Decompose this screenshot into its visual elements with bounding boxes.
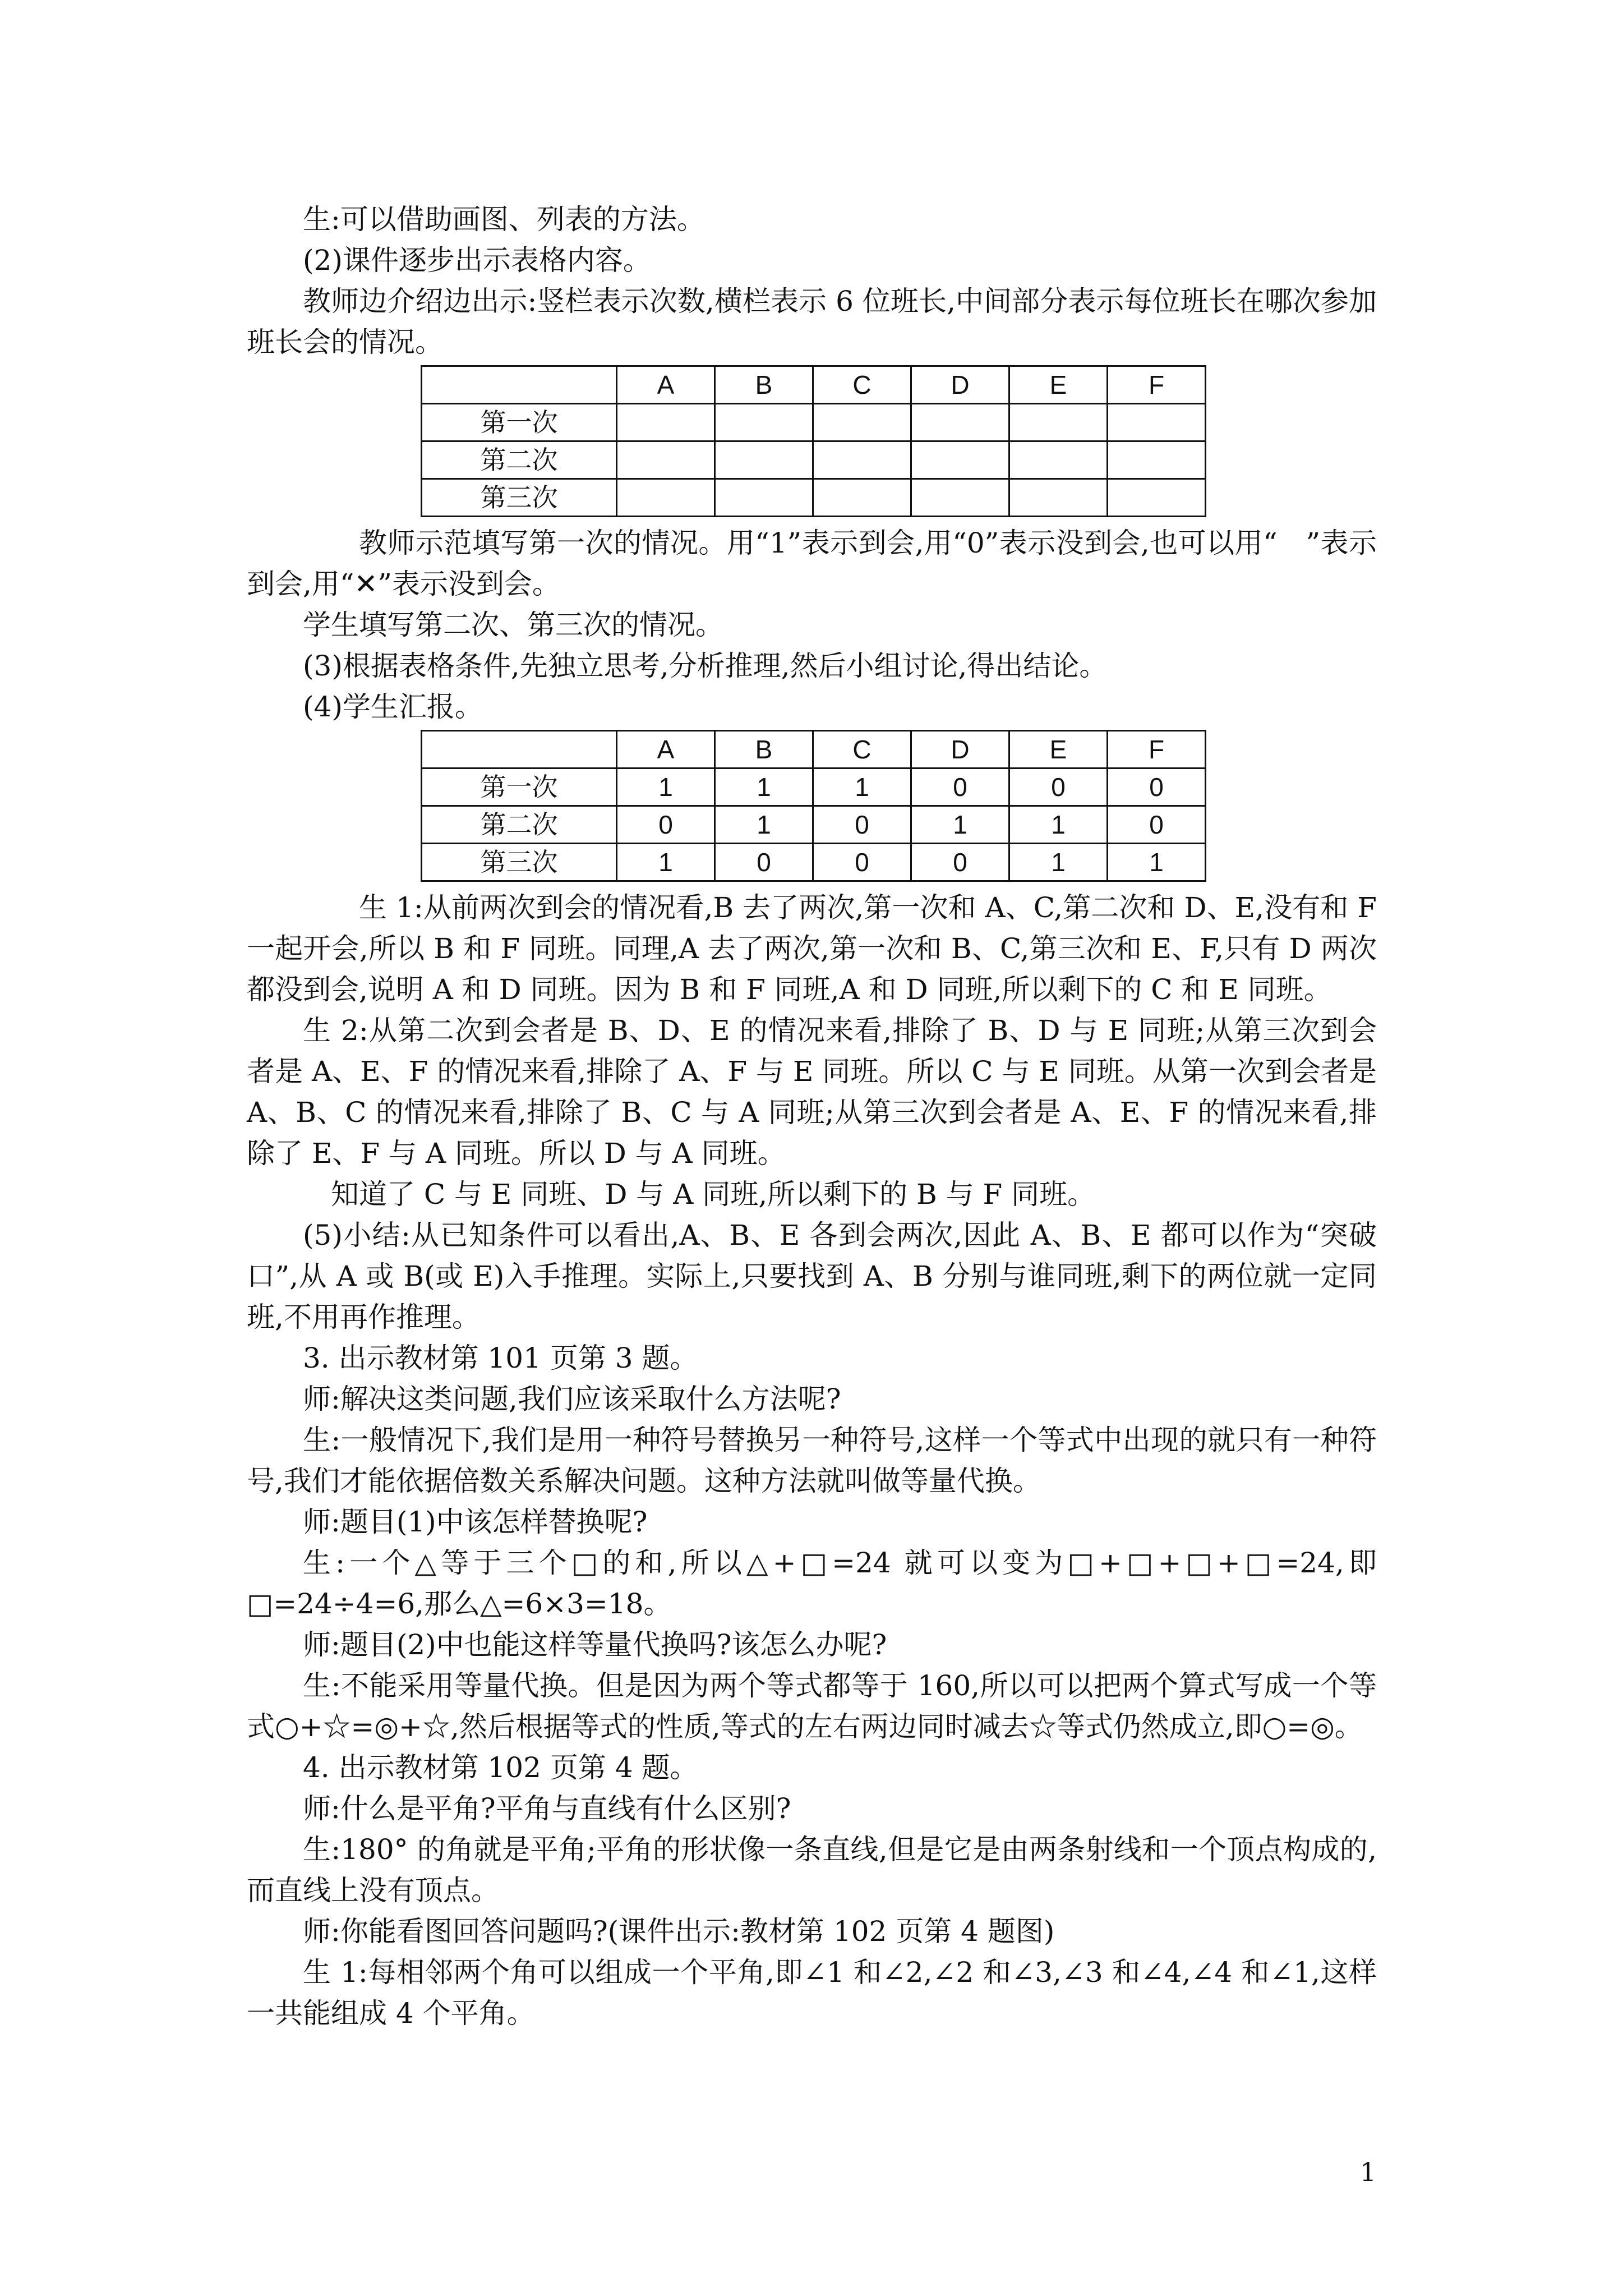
paragraph: 生:一般情况下,我们是用一种符号替换另一种符号,这样一个等式中出现的就只有一种符号,我们才能依据倍数关系解决问题。这种方法就叫做等量代换。 (247, 1424, 1377, 1497)
table-cell: 1 (617, 844, 715, 881)
table-cell: 第一次 (422, 769, 617, 806)
table-row (422, 479, 1206, 517)
table-cell: F (1108, 366, 1206, 404)
table-cell: 0 (1108, 769, 1206, 806)
table-cell (1009, 441, 1108, 479)
table-cell (813, 404, 911, 441)
paragraph: 师:题目(1)中该怎样替换呢? (303, 1506, 648, 1538)
table-cell: 1 (1009, 844, 1108, 881)
table-cell (617, 479, 715, 517)
table-cell: 0 (911, 844, 1009, 881)
paragraph: 生 2:从第二次到会者是 B、D、E 的情况来看,排除了 B、D 与 E 同班;从第三次到会者是 A、E、F 的情况来看,排除了 A、F 与 E 同班。所以 C 与 E 同班。从第一次到会者是 A、B、C 的情况来看,排除了 B、C 与 A 同班;从第三次到会者是 A、E、F 的情况来看,排除了 E、F 与 A 同班。所以 D 与 A 同班。 (247, 1014, 1377, 1170)
paragraph: 师:题目(2)中也能这样等量代换吗?该怎么办呢? (303, 1628, 887, 1661)
table-cell (422, 731, 617, 769)
document-body (247, 199, 1377, 2034)
paragraph: 生:可以借助画图、列表的方法。 (303, 203, 705, 236)
table-cell: B (715, 366, 813, 404)
paragraph: 生:一个△等于三个□的和,所以△+□=24 就可以变为□+□+□+□=24,即□=24÷4=6,那么△=6×3=18。 (247, 1547, 1377, 1620)
paragraph: 学生填写第二次、第三次的情况。 (303, 609, 723, 641)
page-number: 1 (1359, 2157, 1376, 2187)
paragraph: 生 1:从前两次到会的情况看,B 去了两次,第一次和 A、C,第二次和 D、E,没有和 F 一起开会,所以 B 和 F 同班。同理,A 去了两次,第一次和 B、C,第三次和 E、F,只有 D 两次都没到会,说明 A 和 D 同班。因为 B 和 F 同班,A 和 D 同班,所以剩下的 C 和 E 同班。 (247, 891, 1377, 1006)
table-cell: B (715, 731, 813, 769)
paragraph: 师:解决这类问题,我们应该采取什么方法呢? (303, 1383, 841, 1415)
table-cell: 0 (715, 844, 813, 881)
paragraph: 教师示范填写第一次的情况。用“1”表示到会,用“0”表示没到会,也可以用“ ”表示到会,用“✕”表示没到会。 (247, 527, 1377, 600)
table-cell (1108, 404, 1206, 441)
table-cell: 第三次 (422, 844, 617, 881)
paragraph: 生:180° 的角就是平角;平角的形状像一条直线,但是它是由两条射线和一个顶点构成的,而直线上没有顶点。 (247, 1833, 1377, 1907)
table-cell: 0 (1009, 769, 1108, 806)
paragraph: 生:不能采用等量代换。但是因为两个等式都等于 160,所以可以把两个算式写成一个等式○+☆=◎+☆,然后根据等式的性质,等式的左右两边同时减去☆等式仍然成立,即○=◎。 (247, 1669, 1377, 1743)
paragraph: 知道了 C 与 E 同班、D 与 A 同班,所以剩下的 B 与 F 同班。 (331, 1178, 1096, 1211)
table-cell: 1 (1108, 844, 1206, 881)
table-cell (911, 479, 1009, 517)
table-cell (813, 441, 911, 479)
table-cell (813, 479, 911, 517)
paragraph: 师:什么是平角?平角与直线有什么区别? (303, 1792, 791, 1825)
table-cell (1108, 441, 1206, 479)
table-header-row (422, 731, 1206, 769)
table-cell: 1 (617, 769, 715, 806)
table-cell (617, 441, 715, 479)
table-row (422, 844, 1206, 881)
paragraph: 4. 出示教材第 102 页第 4 题。 (303, 1751, 698, 1784)
table-cell: 第二次 (422, 806, 617, 844)
table-cell (715, 441, 813, 479)
paragraph: 生 1:每相邻两个角可以组成一个平角,即∠1 和∠2,∠2 和∠3,∠3 和∠4,∠4 和∠1,这样一共能组成 4 个平角。 (247, 1956, 1377, 2030)
table-cell: C (813, 731, 911, 769)
table-cell (1009, 479, 1108, 517)
table-cell: 0 (1108, 806, 1206, 844)
table-cell: D (911, 731, 1009, 769)
table-row (422, 441, 1206, 479)
paragraph: (4)学生汇报。 (303, 691, 483, 723)
table-cell: 第三次 (422, 479, 617, 517)
table-cell (1108, 479, 1206, 517)
table-row (422, 769, 1206, 806)
paragraph: 师:你能看图回答问题吗?(课件出示:教材第 102 页第 4 题图) (303, 1915, 1055, 1948)
paragraph: (2)课件逐步出示表格内容。 (303, 244, 651, 277)
table-cell: D (911, 366, 1009, 404)
table-cell: 第一次 (422, 404, 617, 441)
table-cell: 1 (1009, 806, 1108, 844)
table-header-row (422, 366, 1206, 404)
table-cell: A (617, 731, 715, 769)
table-cell (715, 404, 813, 441)
attendance-table-empty (421, 365, 1206, 517)
paragraph: (3)根据表格条件,先独立思考,分析推理,然后小组讨论,得出结论。 (303, 650, 1108, 682)
table-cell: E (1009, 366, 1108, 404)
table-cell: 1 (715, 769, 813, 806)
table-cell: A (617, 366, 715, 404)
table-cell: 1 (715, 806, 813, 844)
table-cell (911, 404, 1009, 441)
table-cell: 1 (911, 806, 1009, 844)
table-cell (911, 441, 1009, 479)
table-cell (422, 366, 617, 404)
table-cell: 1 (813, 769, 911, 806)
table-cell: 第二次 (422, 441, 617, 479)
table-cell: C (813, 366, 911, 404)
paragraph: 教师边介绍边出示:竖栏表示次数,横栏表示 6 位班长,中间部分表示每位班长在哪次参加班长会的情况。 (247, 285, 1377, 358)
table-cell (617, 404, 715, 441)
paragraph: (5)小结:从已知条件可以看出,A、B、E 各到会两次,因此 A、B、E 都可以作为“突破口”,从 A 或 B(或 E)入手推理。实际上,只要找到 A、B 分别与谁同班,剩下的两位就一定同班,不用再作推理。 (247, 1219, 1377, 1333)
paragraph: 3. 出示教材第 101 页第 3 题。 (303, 1342, 698, 1374)
table-cell: 0 (617, 806, 715, 844)
table-cell (1009, 404, 1108, 441)
attendance-table-filled (421, 730, 1206, 882)
table-cell: F (1108, 731, 1206, 769)
table-cell: 0 (911, 769, 1009, 806)
table-cell (715, 479, 813, 517)
table-row (422, 806, 1206, 844)
table-cell: E (1009, 731, 1108, 769)
table-cell: 0 (813, 806, 911, 844)
table-cell: 0 (813, 844, 911, 881)
table-row (422, 404, 1206, 441)
